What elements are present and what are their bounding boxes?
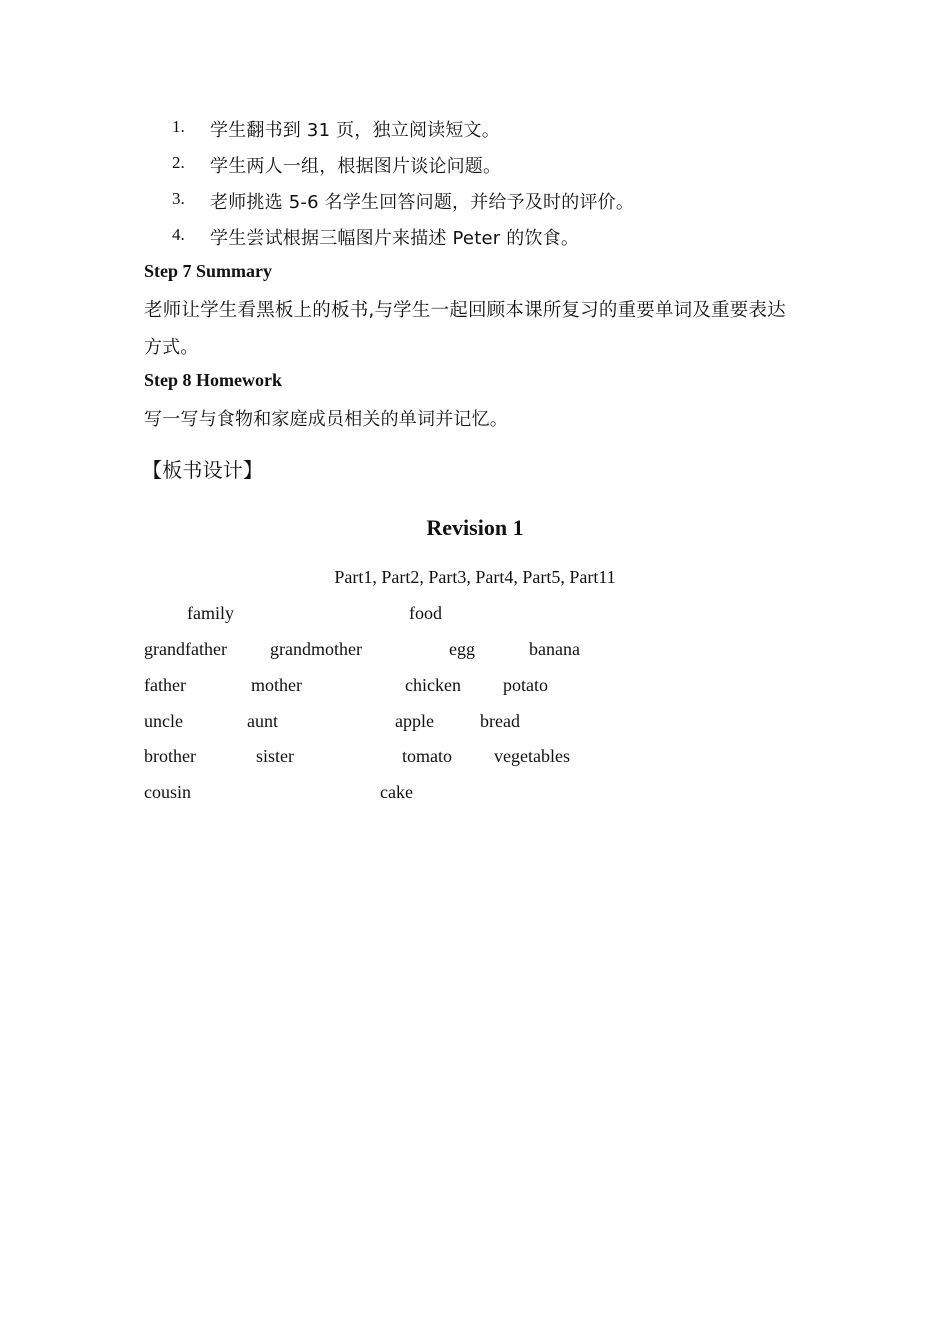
food-word: chicken [405, 675, 461, 695]
step7-text-line1: 老师让学生看黑板上的板书,与学生一起回顾本课所复习的重要单词及重要表达 [144, 300, 786, 321]
food-word: egg [449, 639, 475, 659]
list-item-text: 学生尝试根据三幅图片来描述 Peter 的饮食。 [210, 228, 580, 249]
list-number: 4. [172, 225, 185, 244]
family-word: grandfather [144, 639, 227, 659]
step8-heading: Step 8 Homework [144, 370, 282, 390]
family-word: mother [251, 675, 302, 695]
family-word: aunt [247, 711, 278, 731]
step7-heading: Step 7 Summary [144, 261, 273, 281]
step7-text-line2: 方式。 [144, 337, 199, 358]
family-header: family [187, 603, 234, 623]
list-number: 1. [172, 117, 185, 136]
family-word: uncle [144, 711, 183, 731]
food-word: tomato [402, 746, 452, 766]
board-title: Revision 1 [426, 515, 524, 540]
family-word: brother [144, 746, 196, 766]
food-word: banana [529, 639, 580, 659]
food-word: vegetables [494, 746, 570, 766]
family-word: sister [256, 746, 294, 766]
step8-text: 写一写与食物和家庭成员相关的单词并记忆。 [144, 409, 508, 430]
food-word: bread [480, 711, 520, 731]
list-item-text: 学生翻书到 31 页，独立阅读短文。 [210, 120, 500, 141]
board-parts: Part1, Part2, Part3, Part4, Part5, Part11 [334, 567, 616, 587]
list-item-text: 老师挑选 5-6 名学生回答问题，并给予及时的评价。 [210, 192, 635, 213]
list-number: 3. [172, 189, 185, 208]
family-word: cousin [144, 782, 191, 802]
family-word: father [144, 675, 186, 695]
food-word: potato [503, 675, 548, 695]
food-word: apple [395, 711, 434, 731]
food-header: food [409, 603, 442, 623]
list-item-text: 学生两人一组，根据图片谈论问题。 [210, 156, 502, 177]
family-word: grandmother [270, 639, 362, 659]
food-word: cake [380, 782, 413, 802]
list-number: 2. [172, 153, 185, 172]
board-design-heading: 【板书设计】 [142, 458, 264, 482]
